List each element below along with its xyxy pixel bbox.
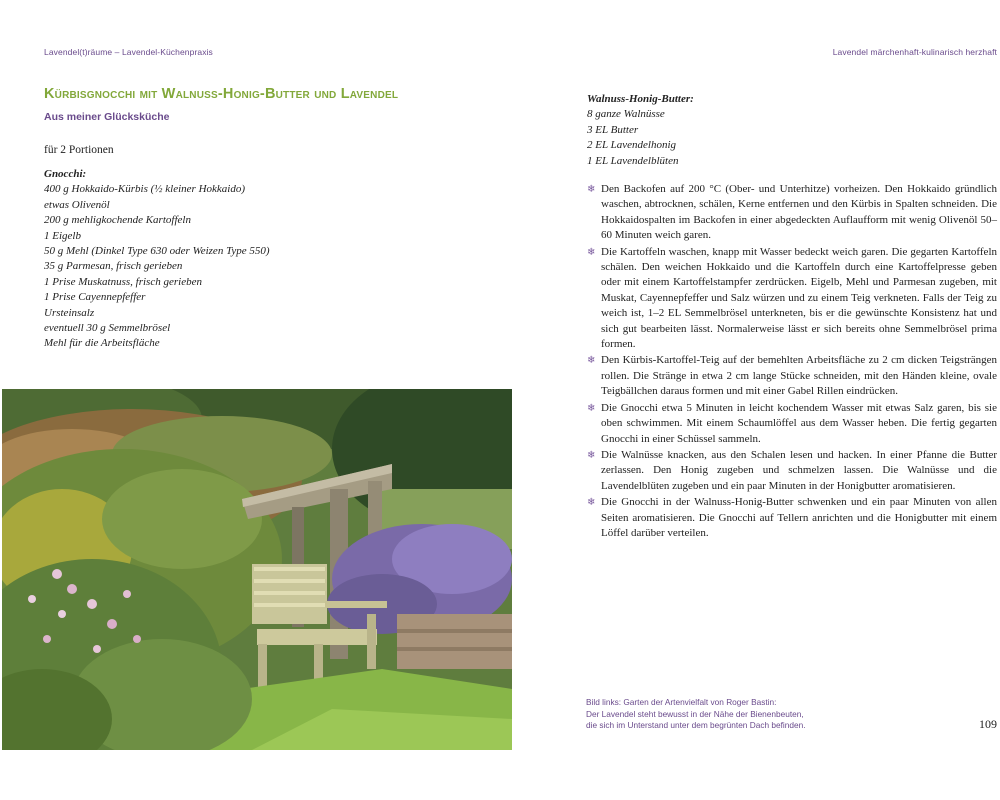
instruction-step — [587, 182, 997, 244]
instruction-step — [587, 401, 997, 447]
ingredients-heading: Walnuss-Honig-Butter: — [587, 93, 694, 105]
instruction-step — [587, 353, 997, 399]
photo-caption — [586, 697, 886, 732]
snowflake-bullet-icon: ❄ — [587, 355, 596, 367]
snowflake-bullet-icon: ❄ — [587, 402, 596, 414]
ingredient-item: 1 EL Lavendelblüten — [587, 154, 679, 167]
caption-line: die sich im Unterstand unter dem begrünten Dach befinden. — [586, 720, 806, 730]
snowflake-bullet-icon: ❄ — [587, 246, 596, 258]
ingredient-item: 1 Eigelb — [44, 229, 81, 242]
step-text: Die Gnocchi etwa 5 Minuten in leicht kochendem Wasser mit etwas Salz garen, bis sie oben schwimmen. Mit einem Schaumlöffel aus dem Wasser heben. Die fertig gegarten Gnocchi in einer Schüssel sammeln. — [601, 401, 997, 445]
ingredient-item: etwas Olivenöl — [44, 198, 110, 211]
recipe-title: Kürbisgnocchi mit Walnuss-Honig-Butter und Lavendel — [44, 86, 399, 102]
ingredient-item: 50 g Mehl (Dinkel Type 630 oder Weizen Type 550) — [44, 245, 270, 258]
ingredients-gnocchi — [44, 167, 270, 352]
caption-line: Bild links: Garten der Artenvielfalt von Roger Bastin: — [586, 697, 777, 707]
snowflake-bullet-icon: ❄ — [587, 184, 596, 195]
ingredient-item: Ursteinsalz — [44, 306, 95, 319]
step-text: Die Gnocchi in der Walnuss-Honig-Butter schwenken und ein paar Minuten von allen Seiten aromatisieren. Die Gnocchi auf Tellern anrichten und die Honigbutter mit einem Löffel darüber verteilen. — [601, 496, 997, 539]
step-text: Den Backofen auf 200 °C (Ober- und Unterhitze) vorheizen. Den Hokkaido gründlich waschen, abtrocknen, schälen, Kerne entfernen und den Kürbis in Spalten schneiden. Die Hokkaidospalten im Backofen in einer abgedeckten Auflaufform mit wenig Olivenöl 50–60 Minuten weich garen. — [601, 183, 997, 242]
running-head-right: Lavendel märchenhaft-kulinarisch herzhaft — [832, 47, 997, 57]
running-head-left: Lavendel(t)räume – Lavendel-Küchenpraxis — [44, 47, 213, 57]
snowflake-bullet-icon: ❄ — [587, 497, 596, 509]
garden-photo — [2, 389, 512, 750]
instructions-list — [587, 182, 997, 542]
ingredient-item: 3 EL Butter — [587, 123, 639, 136]
recipe-subtitle: Aus meiner Glücksküche — [44, 111, 170, 123]
step-text: Die Walnüsse knacken, aus den Schalen lesen und hacken. In einer Pfanne die Butter zerlassen. Den Honig zugeben und schmelzen lassen. Die Walnüsse und die Lavendelblüten zugeben und ein paar Minuten in der Honigbutter aromatisieren. — [601, 448, 997, 492]
ingredient-item: 400 g Hokkaido-Kürbis (½ kleiner Hokkaido) — [44, 183, 246, 196]
ingredient-item: 1 Prise Muskatnuss, frisch gerieben — [44, 275, 202, 288]
instruction-step — [587, 495, 997, 541]
snowflake-bullet-icon: ❄ — [587, 449, 596, 461]
step-text: Den Kürbis-Kartoffel-Teig auf der bemehlten Arbeitsfläche zu 2 cm dicken Teigsträngen rollen. Die Stränge in etwa 2 cm lange Stücke schneiden, mit den Händen kleine, ovale Teigbällchen daraus formen und mit einer Gabel Rillen eindrücken. — [601, 354, 997, 398]
ingredient-item: 35 g Parmesan, frisch gerieben — [44, 260, 183, 273]
ingredient-item: 8 ganze Walnüsse — [587, 108, 665, 121]
instruction-step — [587, 245, 997, 353]
portions: für 2 Portionen — [44, 144, 114, 156]
ingredient-item: 2 EL Lavendelhonig — [587, 139, 677, 152]
caption-line: Der Lavendel steht bewusst in der Nähe der Bienenbeuten, — [586, 708, 804, 719]
page-number: 109 — [979, 717, 997, 731]
step-text: Die Kartoffeln waschen, knapp mit Wasser bedeckt weich garen. Die gegarten Kartoffeln schälen. Den weichen Hokkaido und die Kartoffeln durch eine Kartoffelpresse geben oder mit einem Kartoffelstampfer zerdrücken. Eigelb, Mehl und Parmesan zugeben, mit Muskat, Cayennepfeffer und Salz würzen und zu einem Teig verkneten. Falls der Teig zu weich ist, 1–2 EL Semmelbrösel unterkneten, bis er die gewünschte Konsistenz hat und sich gut bearbeiten lässt. Normalerweise lässt er sich bereits ohne Semmelbrösel prima formen. — [601, 245, 997, 351]
ingredients-heading: Gnocchi: — [44, 168, 87, 180]
ingredient-item: eventuell 30 g Semmelbrösel — [44, 322, 171, 335]
ingredient-item: Mehl für die Arbeitsfläche — [44, 337, 160, 350]
ingredient-item: 1 Prise Cayennepfeffer — [44, 291, 146, 304]
ingredients-butter — [587, 92, 694, 169]
instruction-step — [587, 448, 997, 494]
ingredient-item: 200 g mehligkochende Kartoffeln — [44, 214, 191, 227]
